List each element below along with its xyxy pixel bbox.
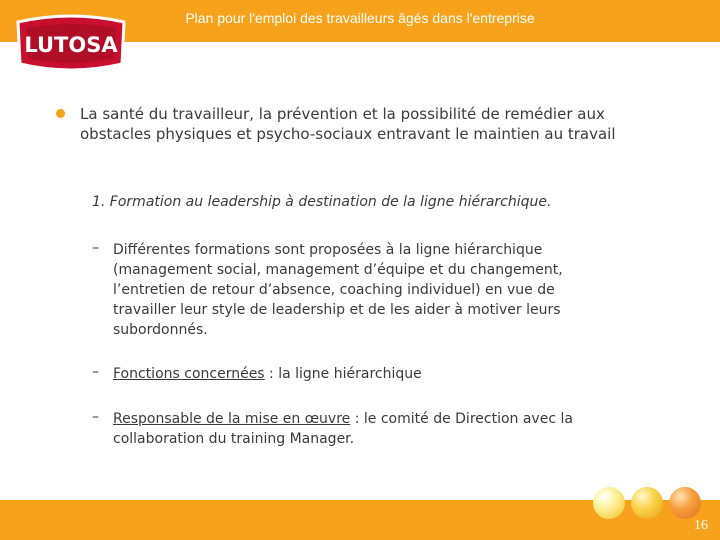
page-number: 16 bbox=[694, 518, 708, 533]
lutosa-logo bbox=[12, 12, 130, 76]
subheading: 1. Formation au leadership à destination de la ligne hiérarchique. bbox=[92, 194, 552, 210]
svg-text:LUTOSA: LUTOSA bbox=[24, 33, 118, 57]
decorative-ball-icon bbox=[593, 487, 625, 519]
item-label-responsable: Responsable de la mise en œuvre bbox=[113, 411, 351, 427]
item-value-responsable: : le comité de Direction avec la collaboration du training Manager. bbox=[113, 411, 573, 447]
decorative-ball-icon bbox=[669, 487, 701, 519]
item-label-fonctions: Fonctions concernées bbox=[113, 366, 265, 382]
bullet-dot bbox=[56, 109, 65, 118]
dash-icon: – bbox=[92, 240, 99, 256]
list-item-responsable bbox=[113, 409, 593, 449]
item-value-fonctions: : la ligne hiérarchique bbox=[264, 366, 422, 382]
decorative-ball-icon bbox=[631, 487, 663, 519]
list-item-formations: Différentes formations sont proposées à la ligne hiérarchique (management social, management d’équipe et du changement, l’entretien de retour d’absence, coaching individuel) en vue de travailler leur style de leadership et de les aider à motiver leurs subordonnés. bbox=[113, 242, 563, 338]
slide-title: Plan pour l'emploi des travailleurs âgés dans l'entreprise bbox=[185, 10, 535, 26]
list-item-fonctions bbox=[113, 364, 573, 384]
dash-icon: – bbox=[92, 364, 99, 380]
main-bullet-text: La santé du travailleur, la prévention et la possibilité de remédier aux obstacles physiques et psycho-sociaux entravant le maintien au travail bbox=[80, 105, 616, 143]
dash-icon: – bbox=[92, 409, 99, 425]
